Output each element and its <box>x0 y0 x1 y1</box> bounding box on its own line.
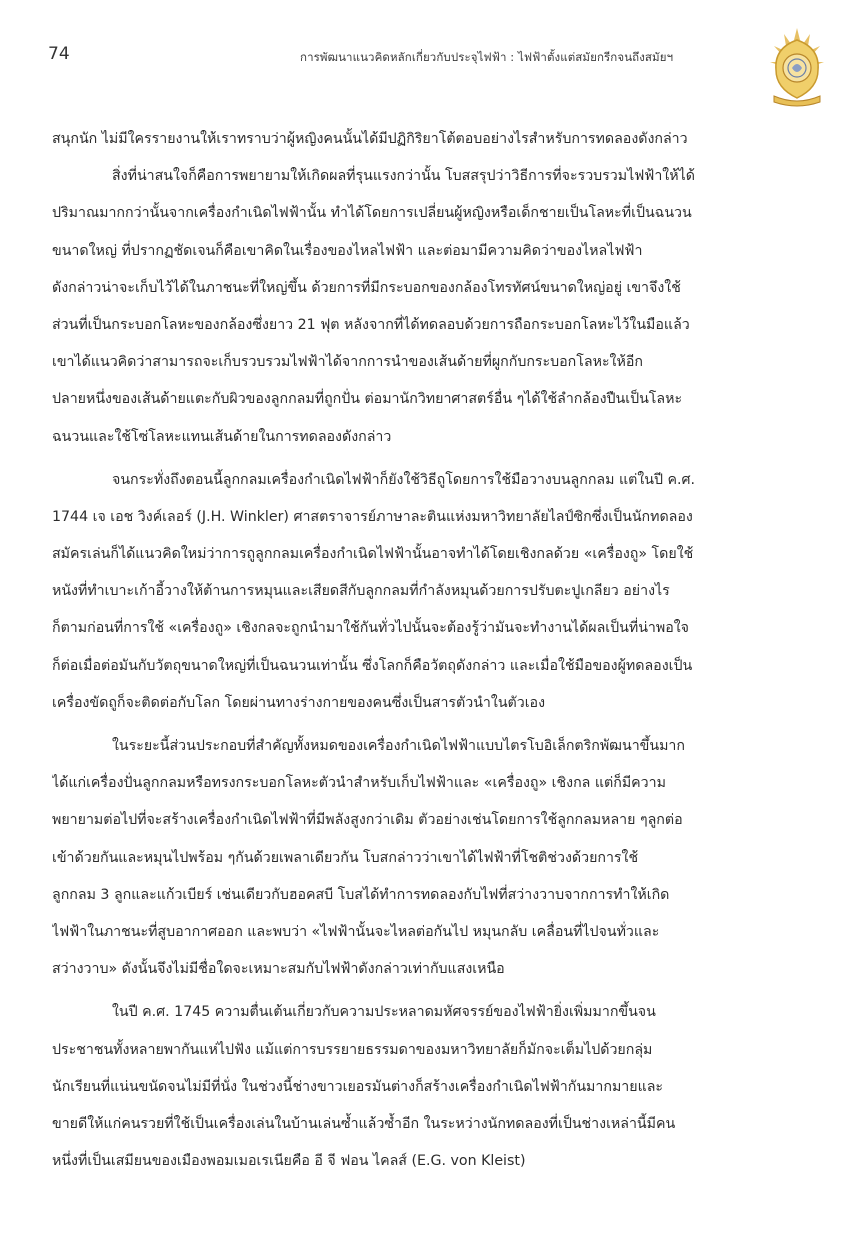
text-line: หนังที่ทำเบาะเก้าอี้วางให้ต้านการหมุนและเสียดสีกับลูกกลมที่กำลังหมุนด้วยการปรับตะปูเกลียว อย่างไร <box>52 583 670 600</box>
text-line: สนุกนัก ไม่มีใครรายงานให้เราทราบว่าผู้หญิงคนนั้นได้มีปฏิกิริยาโต้ตอบอย่างไรสำหรับการทดลองดังกล่าว <box>52 131 688 147</box>
text-line: นักเรียนที่แน่นขนัดจนไม่มีที่นั่ง ในช่วงนี้ช่างขาวเยอรมันต่างก็สร้างเครื่องกำเนิดไฟฟ้ากันมากมายและ <box>52 1078 664 1095</box>
text-line: สว่างวาบ» ดังนั้นจึงไม่มีชื่อใดจะเหมาะสมกับไฟฟ้าดังกล่าวเท่ากับแสงเหนือ <box>52 961 505 978</box>
text-line: ปริมาณมากกว่านั้นจากเครื่องกำเนิดไฟฟ้านั้น ทำได้โดยการเปลี่ยนผู้หญิงหรือเด็กชายเป็นโลหะที่เป็นฉนวน <box>52 205 692 222</box>
text-line: ขนาดใหญ่ ที่ปรากฏชัดเจนก็คือเขาคิดในเรื่องของไหลไฟฟ้า และต่อมามีความคิดว่าของไหลไฟฟ้า <box>52 242 643 259</box>
text-line: ส่วนที่เป็นกระบอกโลหะของกล้องซึ่งยาว 21 ฟุต หลังจากที่ได้ทดลอบด้วยการถือกระบอกโลหะไว้ในมือแล้ว <box>52 316 690 333</box>
text-line: ก็ต่อเมื่อต่อมันกับวัตถุขนาดใหญ่ที่เป็นฉนวนเท่านั้น ซึ่งโลกก็คือวัตถุดังกล่าว และเมื่อใช้มือของผู้ทดลองเป็น <box>52 657 693 674</box>
text-line: ฉนวนและใช้โซ่โลหะแทนเส้นด้ายในการทดลองดังกล่าว <box>52 428 392 445</box>
text-line: ก็ตามก่อนที่การใช้ «เครื่องถู» เชิงกลจะถูกนำมาใช้กันทั่วไปนั้นจะต้องรู้ว่ามันจะทำงานได้ผลเป็นที่น่าพอใจ <box>52 620 689 637</box>
text-line: ในระยะนี้ส่วนประกอบที่สำคัญทั้งหมดของเครื่องกำเนิดไฟฟ้าแบบไตรโบอิเล็กตริกพัฒนาขึ้นมาก <box>112 738 685 754</box>
text-line: 1744 เจ เอช วิงค์เลอร์ (J.H. Winkler) ศาสตราจารย์ภาษาละตินแห่งมหาวิทยาลัยไลป์ซิกซึ่งเป็นนักทดลอง <box>52 508 693 525</box>
text-line: สมัครเล่นก็ได้แนวคิดใหม่ว่าการถูลูกกลมเครื่องกำเนิดไฟฟ้านั้นอาจทำได้โดยเชิงกลด้วย «เครื่องถู» โดยใช้ <box>52 546 694 563</box>
text-line: เขาได้แนวคิดว่าสามารถจะเก็บรวบรวมไฟฟ้าได้จากการนำของเส้นด้ายที่ผูกกับกระบอกโลหะให้อีก <box>52 354 643 371</box>
text-line: ไฟฟ้าในภาชนะที่สูบอากาศออก และพบว่า «ไฟฟ้านั้นจะไหลต่อกันไป หมุนกลับ เคลื่อนที่ไปจนทั่วและ <box>52 923 660 940</box>
text-line: จนกระทั่งถึงตอนนี้ลูกกลมเครื่องกำเนิดไฟฟ้าก็ยังใช้วิธีถูโดยการใช้มือวางบนลูกกลม แต่ในปี ค.ศ. <box>112 471 695 488</box>
running-header: การพัฒนาแนวคิดหลักเกี่ยวกับประจุไฟฟ้า : ไฟฟ้าตั้งแต่สมัยกรีกจนถึงสมัยฯ <box>300 50 674 64</box>
university-seal-icon <box>766 26 828 108</box>
text-line: พยายามต่อไปที่จะสร้างเครื่องกำเนิดไฟฟ้าที่มีพลังสูงกว่าเดิม ตัวอย่างเช่นโดยการใช้ลูกกลมหลาย ๆลูกต่อ <box>52 812 683 829</box>
text-line: หนึ่งที่เป็นเสมียนของเมืองพอมเมอเรเนียคือ อี จี ฟอน ไคลส์ (E.G. von Kleist) <box>52 1153 526 1170</box>
page-number: 74 <box>48 44 70 64</box>
text-line: เข้าด้วยกันและหมุนไปพร้อม ๆกันด้วยเพลาเดียวกัน โบสกล่าวว่าเขาได้ไฟฟ้าที่โชติช่วงด้วยการใช้ <box>52 849 639 866</box>
text-line: ประชาชนทั้งหลายพากันแห่ไปฟัง แม้แต่การบรรยายธรรมดาของมหาวิทยาลัยก็มักจะเต็มไปด้วยกลุ่ม <box>52 1041 653 1058</box>
text-line: ขายดีให้แก่คนรวยที่ใช้เป็นเครื่องเล่นในบ้านเล่นซ้ำแล้วซ้ำอีก ในระหว่างนักทดลองที่เป็นช่างเหล่านี้มีคน <box>52 1115 676 1132</box>
body-text <box>52 121 804 1180</box>
text-line: ในปี ค.ศ. 1745 ความตื่นเต้นเกี่ยวกับความประหลาดมหัศจรรย์ของไฟฟ้ายิ่งเพิ่มมากขึ้นจน <box>112 1004 656 1021</box>
text-line: ปลายหนึ่งของเส้นด้ายแตะกับผิวของลูกกลมที่ถูกปั่น ต่อมานักวิทยาศาสตร์อื่น ๆได้ใช้ลำกล้องปืนเป็นโลหะ <box>52 391 683 408</box>
text-line: ได้แก่เครื่องปั่นลูกกลมหรือทรงกระบอกโลหะตัวนำสำหรับเก็บไฟฟ้าและ «เครื่องถู» เชิงกล แต่ก็มีความ <box>52 775 666 792</box>
text-line: เครื่องขัดถูก็จะติดต่อกับโลก โดยผ่านทางร่างกายของคนซึ่งเป็นสารตัวนำในตัวเอง <box>52 694 546 711</box>
text-line: ดังกล่าวน่าจะเก็บไว้ได้ในภาชนะที่ใหญ่ขึ้น ด้วยการที่มีกระบอกของกล้องโทรทัศน์ขนาดใหญ่อยู่ เขาจึงใช้ <box>52 279 681 296</box>
text-line: สิ่งที่น่าสนใจก็คือการพยายามให้เกิดผลที่รุนแรงกว่านั้น โบสสรุปว่าวิธีการที่จะรวบรวมไฟฟ้าให้ได้ <box>112 168 695 185</box>
text-line: ลูกกลม 3 ลูกและแก้วเบียร์ เช่นเดียวกับฮอคสบี โบสได้ทำการทดลองกับไฟที่สว่างวาบจากการทำให้เกิด <box>52 886 670 903</box>
